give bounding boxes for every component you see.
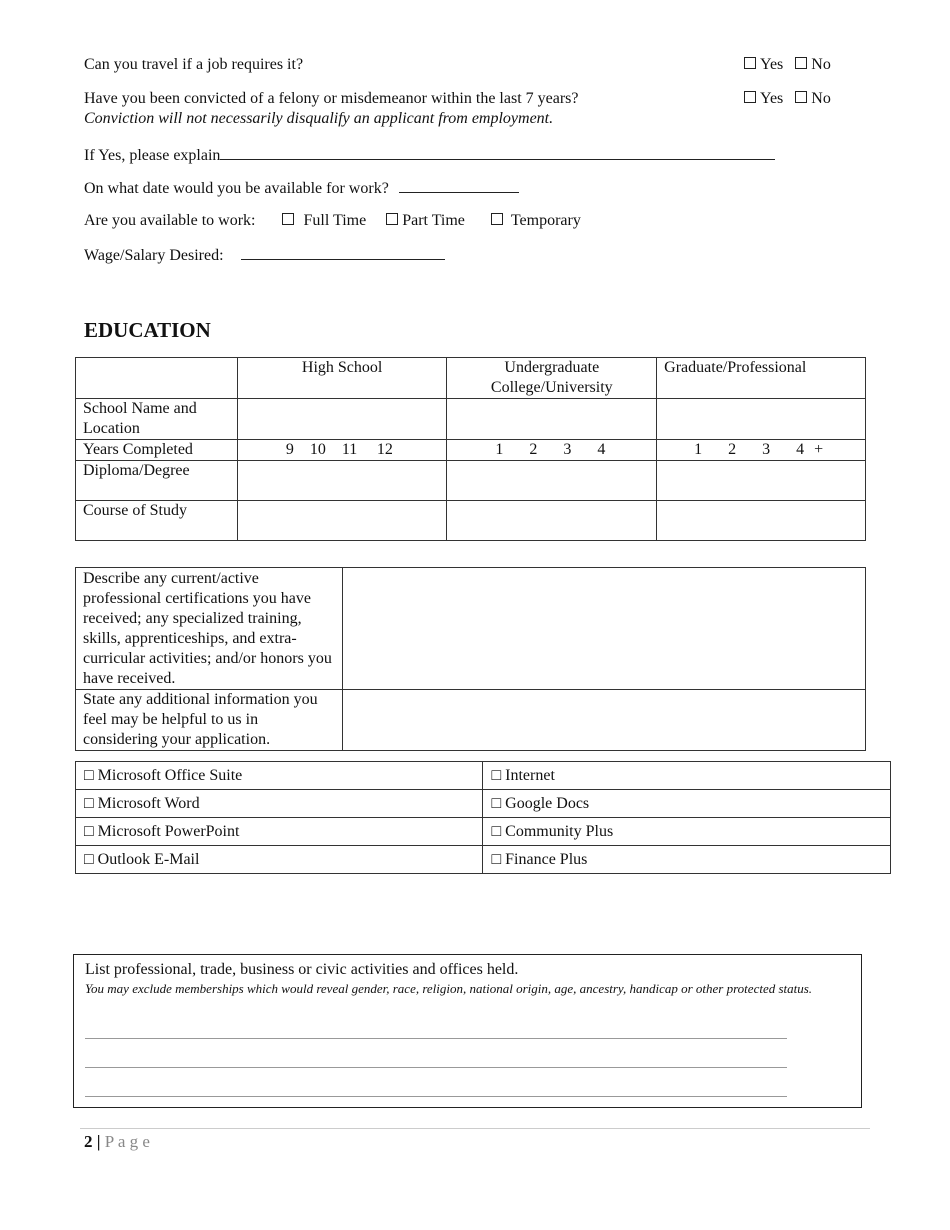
felony-note: Conviction will not necessarily disqualify an applicant from employment. [84,110,554,127]
travel-no-checkbox[interactable] [795,57,807,69]
skill-label: Internet [505,766,555,784]
wage-input[interactable] [241,245,445,260]
ug-year-option[interactable]: 4 [597,441,606,458]
table-row [76,399,866,440]
skill-google-docs[interactable] [483,790,891,818]
education-heading: EDUCATION [84,318,211,342]
temporary-checkbox[interactable] [491,213,503,225]
checkbox-icon[interactable]: □ [84,822,94,840]
grad-years-cell [657,440,866,461]
checkbox-icon[interactable]: □ [491,850,502,868]
hs-years-cell [237,440,447,461]
full-time-checkbox[interactable] [282,213,294,225]
hs-diploma-cell[interactable] [237,461,447,501]
explain-row [84,145,775,165]
skill-label: Finance Plus [505,850,588,868]
travel-yes-label: Yes [760,56,784,73]
skill-outlook[interactable] [76,846,483,874]
hs-year-option[interactable]: 9 [285,441,294,458]
explain-input[interactable] [220,145,775,160]
wage-row [84,245,445,265]
additional-info-input-cell[interactable] [342,690,865,751]
skill-label: Google Docs [505,794,590,812]
skill-office-suite[interactable] [76,762,483,790]
table-row [76,440,866,461]
grad-year-option[interactable]: 3 [762,441,771,458]
ug-year-option[interactable]: 3 [563,441,572,458]
ug-diploma-cell[interactable] [447,461,657,501]
row-label-diploma: Diploma/Degree [76,461,238,501]
checkbox-icon[interactable]: □ [491,794,502,812]
page-number: 2 [84,1132,93,1151]
activities-line-2[interactable] [85,1067,787,1068]
table-row [76,568,866,690]
skill-finance-plus[interactable] [483,846,891,874]
table-row [76,790,891,818]
footer-divider [80,1128,870,1129]
hs-year-option[interactable]: 10 [309,441,326,458]
education-table [75,357,866,541]
table-row [76,762,891,790]
page-label: P a g e [104,1132,150,1151]
ug-year-option[interactable]: 2 [529,441,538,458]
activities-line-3[interactable] [85,1096,787,1097]
skill-community-plus[interactable] [483,818,891,846]
checkbox-icon[interactable]: □ [491,822,502,840]
part-time-checkbox[interactable] [386,213,398,225]
checkbox-icon[interactable]: □ [84,794,94,812]
certifications-input-cell[interactable] [342,568,865,690]
travel-yes-checkbox[interactable] [744,57,756,69]
row-label-years: Years Completed [76,440,238,461]
availability-row [84,212,581,230]
certifications-label: Describe any current/active professional certifications you have received; any specialized training, skills, apprenticeships, and extra-curricular activities; and/or honors you have received. [76,568,343,690]
full-time-label: Full Time [303,212,367,229]
hs-course-cell[interactable] [237,501,447,541]
hs-school-name-cell[interactable] [237,399,447,440]
felony-options [744,90,831,108]
hs-year-option[interactable]: 12 [376,441,393,458]
felony-yes-label: Yes [760,90,784,107]
ug-years-cell [447,440,657,461]
skill-powerpoint[interactable] [76,818,483,846]
grad-year-option[interactable]: 4 [796,441,805,458]
skill-label: Community Plus [505,822,614,840]
date-input[interactable] [399,178,519,193]
activities-title: List professional, trade, business or civic activities and offices held. [85,961,519,978]
page-separator: | [96,1132,101,1151]
wage-label: Wage/Salary Desired: [84,247,224,264]
page-footer [84,1132,150,1152]
table-row [76,461,866,501]
temporary-label: Temporary [510,212,581,229]
table-row [76,818,891,846]
col-undergraduate-label: Undergraduate College/University [490,359,613,396]
availability-label: Are you available to work: [84,212,256,229]
education-corner-cell [76,358,238,399]
explain-label: If Yes, please explain [84,147,221,164]
skill-internet[interactable] [483,762,891,790]
ug-course-cell[interactable] [447,501,657,541]
education-header-row [76,358,866,399]
grad-year-option[interactable]: 2 [728,441,737,458]
grad-year-plus-option[interactable]: + [814,441,824,458]
activities-note: You may exclude memberships which would reveal gender, race, religion, national origin, age, ancestry, handicap or other protected status. [85,981,813,996]
checkbox-icon[interactable]: □ [491,766,502,784]
felony-no-checkbox[interactable] [795,91,807,103]
travel-options [744,56,831,74]
skill-word[interactable] [76,790,483,818]
felony-question: Have you been convicted of a felony or misdemeanor within the last 7 years? [84,90,579,107]
grad-diploma-cell[interactable] [657,461,866,501]
felony-yes-checkbox[interactable] [744,91,756,103]
row-label-school-name: School Name and Location [76,399,238,440]
table-row [76,690,866,751]
skill-label: Outlook E-Mail [97,850,200,868]
row-label-course: Course of Study [76,501,238,541]
travel-no-label: No [811,56,831,73]
col-undergraduate [447,358,657,399]
skill-label: Microsoft PowerPoint [97,822,240,840]
grad-school-name-cell[interactable] [657,399,866,440]
activities-line-1[interactable] [85,1038,787,1039]
date-row [84,178,519,198]
col-graduate: Graduate/Professional [657,358,866,399]
col-high-school: High School [237,358,447,399]
grad-year-option[interactable]: 1 [694,441,703,458]
skill-label: Microsoft Word [97,794,200,812]
additional-info-label: State any additional information you feel may be helpful to us in considering your application. [76,690,343,751]
date-label: On what date would you be available for work? [84,180,389,197]
hs-year-option[interactable]: 11 [341,441,358,458]
grad-course-cell[interactable] [657,501,866,541]
additional-info-table [75,567,866,751]
travel-question: Can you travel if a job requires it? [84,56,304,73]
felony-no-label: No [811,90,831,107]
ug-school-name-cell[interactable] [447,399,657,440]
skill-label: Microsoft Office Suite [97,766,243,784]
checkbox-icon[interactable]: □ [84,850,94,868]
ug-year-option[interactable]: 1 [495,441,504,458]
checkbox-icon[interactable]: □ [84,766,94,784]
table-row [76,846,891,874]
part-time-label: Part Time [402,212,465,229]
skills-table [75,761,891,874]
table-row [76,501,866,541]
